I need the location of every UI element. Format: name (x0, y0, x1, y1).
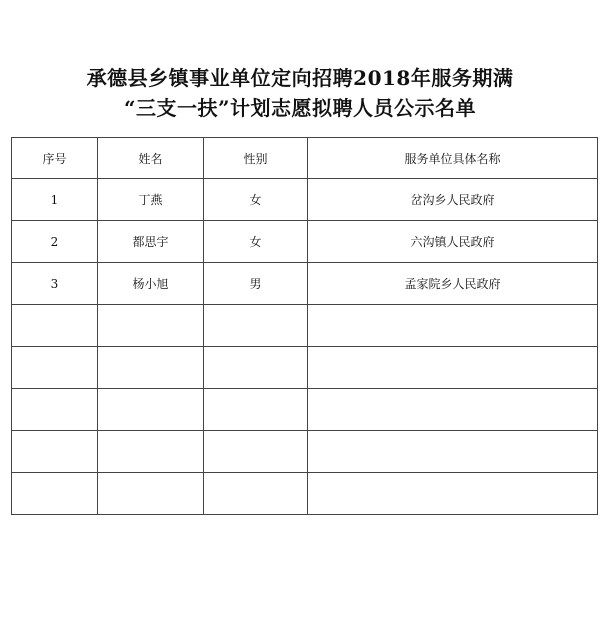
empty-table-row (12, 473, 598, 515)
empty-table-row (12, 389, 598, 431)
header-seq: 序号 (12, 138, 98, 179)
cell-unit: 孟家院乡人民政府 (308, 263, 598, 305)
empty-table-row (12, 305, 598, 347)
table-row (12, 221, 598, 263)
cell-name: 杨小旭 (98, 263, 204, 305)
cell-seq: 2 (12, 221, 98, 263)
cell-name: 都思宇 (98, 221, 204, 263)
empty-table-row (12, 431, 598, 473)
header-name: 姓名 (98, 138, 204, 179)
cell-unit: 岔沟乡人民政府 (308, 179, 598, 221)
empty-table-row (12, 347, 598, 389)
cell-gender: 女 (204, 221, 308, 263)
document-title-line-2: “三支一扶”计划志愿拟聘人员公示名单 (123, 96, 476, 120)
roster-table (11, 137, 598, 515)
cell-unit: 六沟镇人民政府 (308, 221, 598, 263)
table-row (12, 179, 598, 221)
header-gender: 性别 (204, 138, 308, 179)
cell-gender: 男 (204, 263, 308, 305)
cell-seq: 3 (12, 263, 98, 305)
cell-seq: 1 (12, 179, 98, 221)
document-title-line-1: 承德县乡镇事业单位定向招聘2018年服务期满 (86, 66, 514, 90)
cell-gender: 女 (204, 179, 308, 221)
header-unit: 服务单位具体名称 (308, 138, 598, 179)
table-row (12, 263, 598, 305)
table-header-row (12, 138, 598, 179)
cell-name: 丁燕 (98, 179, 204, 221)
